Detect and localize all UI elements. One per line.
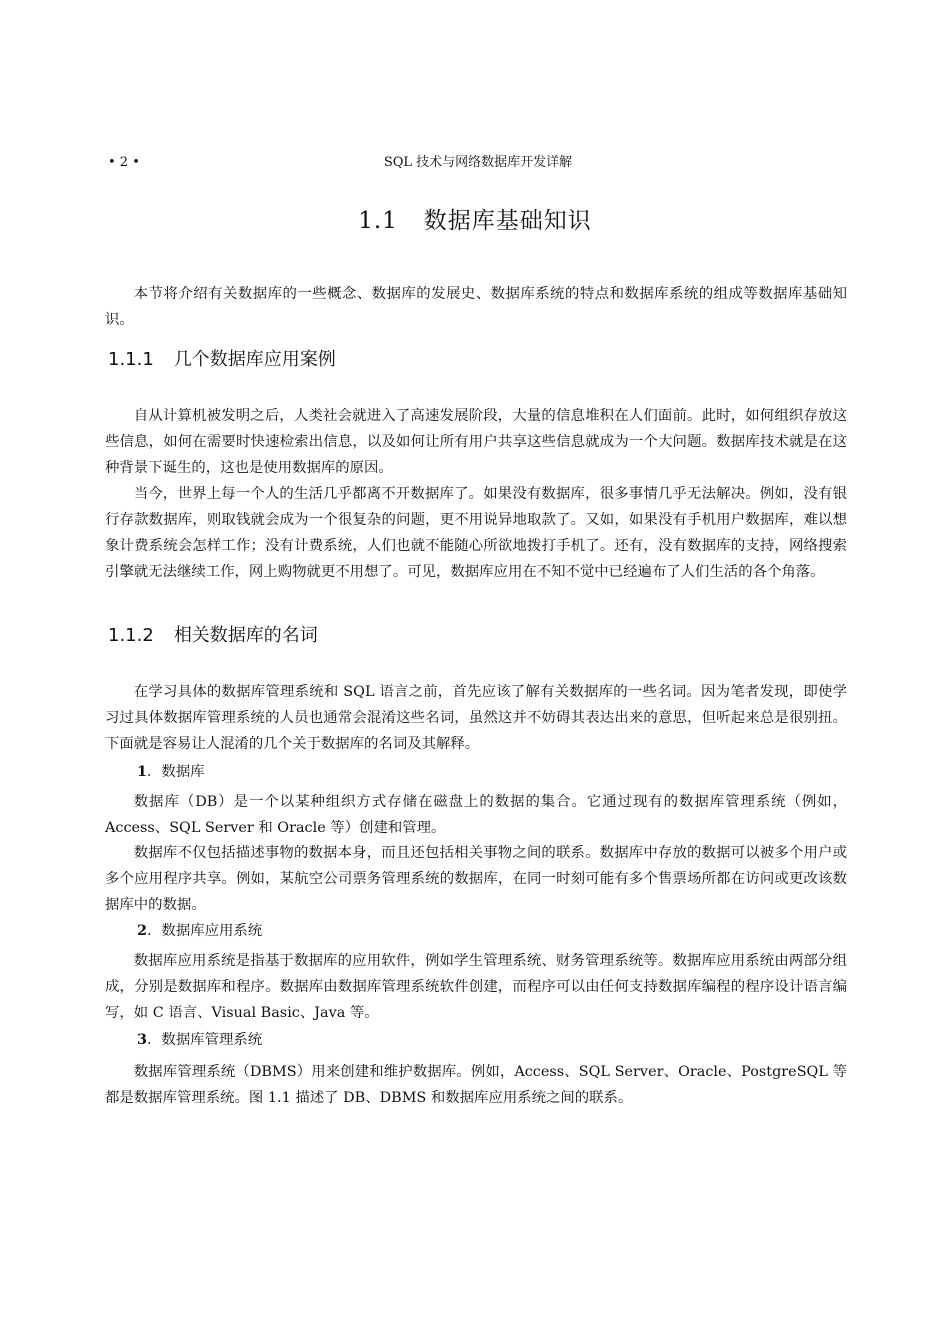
subsection-title: 几个数据库应用案例 [173,349,336,370]
subsection-heading-1 [108,346,336,374]
subsection-title: 相关数据库的名词 [173,625,318,646]
paragraph: 数据库（DB）是一个以某种组织方式存储在磁盘上的数据的集合。它通过现有的数据库管理系统（例如，Access、SQL Server 和 Oracle 等）创建和管理。 [105,794,847,836]
paragraph: 数据库应用系统是指基于数据库的应用软件，例如学生管理系统、财务管理系统等。数据库应用系统由两部分组成，分别是数据库和程序。数据库由数据库管理系统软件创建，而程序可以由任何支持数据库编程的程序设计语言编写，如 C 语言、Visual Basic、Java 等。 [105,953,847,1021]
subsection-heading-2 [108,622,318,650]
paragraph: 数据库不仅包括描述事物的数据本身，而且还包括相关事物之间的联系。数据库中存放的数据可以被多个用户或多个应用程序共享。例如，某航空公司票务管理系统的数据库，在同一时刻可能有多个售票场所都在访问或更改该数据库中的数据。 [105,845,847,913]
page-number: • 2 • [108,155,140,170]
list-number: 1 [137,763,148,780]
list-number: 3 [137,1031,148,1048]
paragraph: 当今，世界上每一个人的生活几乎都离不开数据库了。如果没有数据库，很多事情几乎无法解决。例如，没有银行存款数据库，则取钱就会成为一个很复杂的问题，更不用说异地取款了。又如，如果没有手机用户数据库，难以想象计费系统会怎样工作；没有计费系统，人们也就不能随心所欲地拨打手机了。还有，没有数据库的支持，网络搜索引擎就无法继续工作，网上购物就更不用想了。可见，数据库应用在不知不觉中已经遍布了人们生活的各个角落。 [105,486,847,580]
list-label: 数据库管理系统 [161,1032,263,1048]
list-heading: 2．数据库应用系统 [137,922,263,939]
list-label: 数据库应用系统 [161,923,263,939]
running-header [108,153,848,173]
paragraph: 在学习具体的数据库管理系统和 SQL 语言之前，首先应该了解有关数据库的一些名词。因为笔者发现，即使学习过具体数据库管理系统的人员也通常会混淆这些名词，虽然这并不妨碍其表达出来的意思，但听起来总是很别扭。下面就是容易让人混淆的几个关于数据库的名词及其解释。 [105,684,847,752]
list-label: 数据库 [161,764,205,780]
paragraph: 数据库管理系统（DBMS）用来创建和维护数据库。例如，Access、SQL Server、Oracle、PostgreSQL 等都是数据库管理系统。图 1.1 描述了 DB、DBMS 和数据库应用系统之间的联系。 [105,1064,847,1106]
list-heading: 1．数据库 [137,763,205,780]
list-number: 2 [137,922,148,939]
paragraph: 自从计算机被发明之后，人类社会就进入了高速发展阶段，大量的信息堆积在人们面前。此时，如何组织存放这些信息，如何在需要时快速检索出信息，以及如何让所有用户共享这些信息就成为一个大问题。数据库技术就是在这种背景下诞生的，这也是使用数据库的原因。 [105,408,847,476]
subsection-number: 1.1.2 [108,625,154,646]
list-heading: 3．数据库管理系统 [137,1031,263,1048]
section-intro: 本节将介绍有关数据库的一些概念、数据库的发展史、数据库系统的特点和数据库系统的组成等数据库基础知识。 [105,286,847,328]
section-heading [0,204,950,238]
section-title: 数据库基础知识 [423,208,592,234]
book-title: SQL 技术与网络数据库开发详解 [383,155,573,170]
section-number: 1.1 [358,208,398,234]
subsection-number: 1.1.1 [108,349,154,370]
